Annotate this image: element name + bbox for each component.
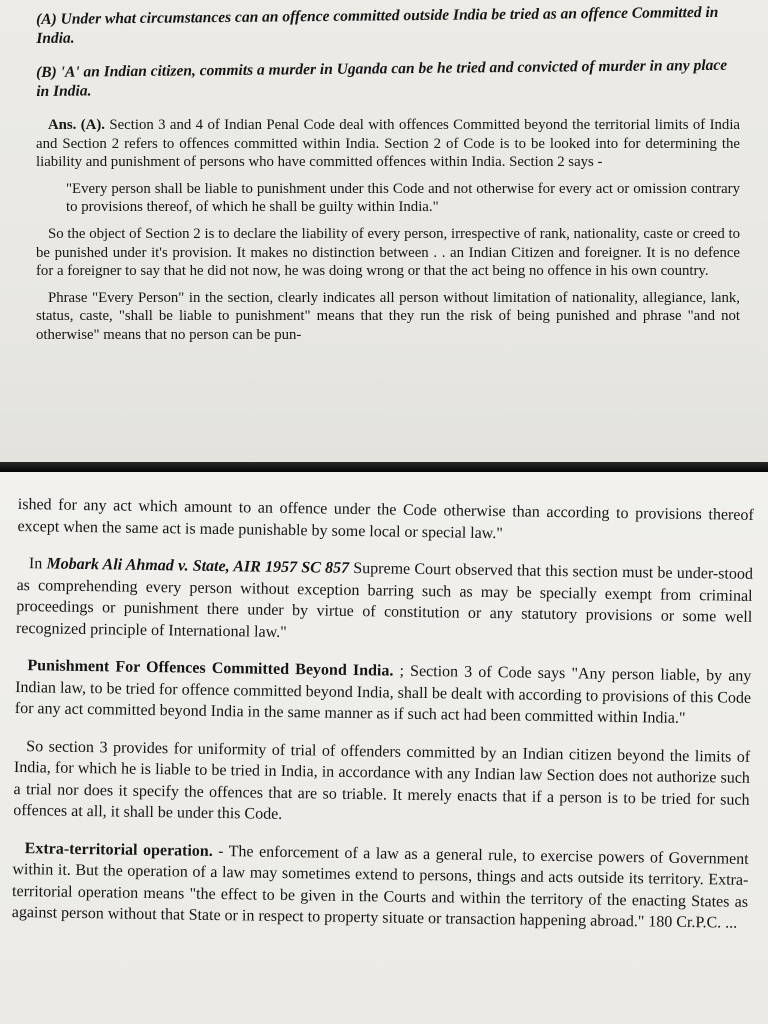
object-paragraph: So the object of Section 2 is to declare the liability of every person, irrespective of rank, nationality, caste or creed to be punished under it's provision. It makes no distinction between . . an Indian Citizen and foreigner. It is no defence for a foreigner to say that he did not now, he was doing wrong or that the act being no offence in his own country.	[36, 225, 740, 280]
answer-label: Ans. (A).	[48, 117, 105, 133]
punishment-paragraph	[15, 655, 752, 730]
question-b: (B) 'A' an Indian citizen, commits a murder in Uganda can be he tried and convicted of murder in any place in India.	[36, 56, 728, 100]
extra-territorial-heading: Extra-territorial operation.	[24, 839, 213, 860]
question-a: (A) Under what circumstances can an offence committed outside India be tried as an offence Committed in India.	[36, 3, 719, 47]
bottom-page	[0, 472, 768, 1024]
case-intro: In	[28, 555, 47, 573]
punishment-text: ; Section 3 of Code says "Any person liable, by any Indian law, to be tried for offence committed beyond India, shall be dealt with according to provisions of this Code for any act committed beyond India in the same manner as if such act had been committed within India."	[14, 662, 752, 727]
punishment-heading: Punishment For Offences Committed Beyond India.	[27, 657, 394, 680]
case-paragraph	[16, 553, 753, 650]
case-citation: Mobark Ali Ahmad v. State, AIR 1957 SC 857	[46, 555, 350, 577]
extra-territorial-paragraph	[12, 837, 749, 934]
phrase-paragraph: Phrase "Every Person" in the section, clearly indicates all person without limitation of nationality, allegiance, lank, status, caste, "shall be liable to punishment" means that they run the risk of being punished and phrase "and not otherwise" means that no person can be pun-	[36, 289, 740, 343]
case-text: Supreme Court observed that this section must be under-stood as comprehending every person without exception barring such as may be specially exempt from criminal proceedings or punishment there under by virtue of constitution or any statutory provisions or some well recognized principle of International law."	[15, 559, 754, 641]
continuation-paragraph: ished for any act which amount to an offence under the Code otherwise than according to provisions thereof except when the same act is made punishable by some local or special law."	[17, 495, 754, 542]
page-gap	[0, 462, 768, 472]
extra-territorial-text: - The enforcement of a law as a general rule, to exercise powers of Government within it. But the operation of a law may sometimes extend to persons, things and acts outside its territory. Extra- territorial operation means "the effect to be given in the Courts and within the territory of the enacting States as against person without that State or in respect to property situate or transaction happening abroad." 180 Cr.P.C. ...	[11, 842, 749, 932]
section-2-quote: "Every person shall be liable to punishment under this Code and not otherwise for every act or omission contrary to provisions thereof, of which he shall be guilty within India."	[66, 180, 740, 216]
top-page-body	[36, 116, 740, 345]
answer-text: Section 3 and 4 of Indian Penal Code deal with offences Committed beyond the territorial limits of India and Section 2 refers to offences committed within India. Section 2 of Code is to be looked into for determining the liability and punishment of persons who have committed offences within India. Section 2 says -	[36, 117, 740, 171]
answer-paragraph	[36, 116, 740, 172]
bottom-page-body	[12, 494, 754, 934]
section-3-paragraph: So section 3 provides for uniformity of trial of offenders committed by an Indian citizen beyond the limits of India, for which he is liable to be tried in India, in accordance with any Indian law Section does not authorize such a trial nor does it specify the offences that are so triable. It merely enacts that if a person is to be tried for such offences at all, it shall be under this Code.	[13, 737, 751, 823]
top-page	[0, 0, 768, 462]
